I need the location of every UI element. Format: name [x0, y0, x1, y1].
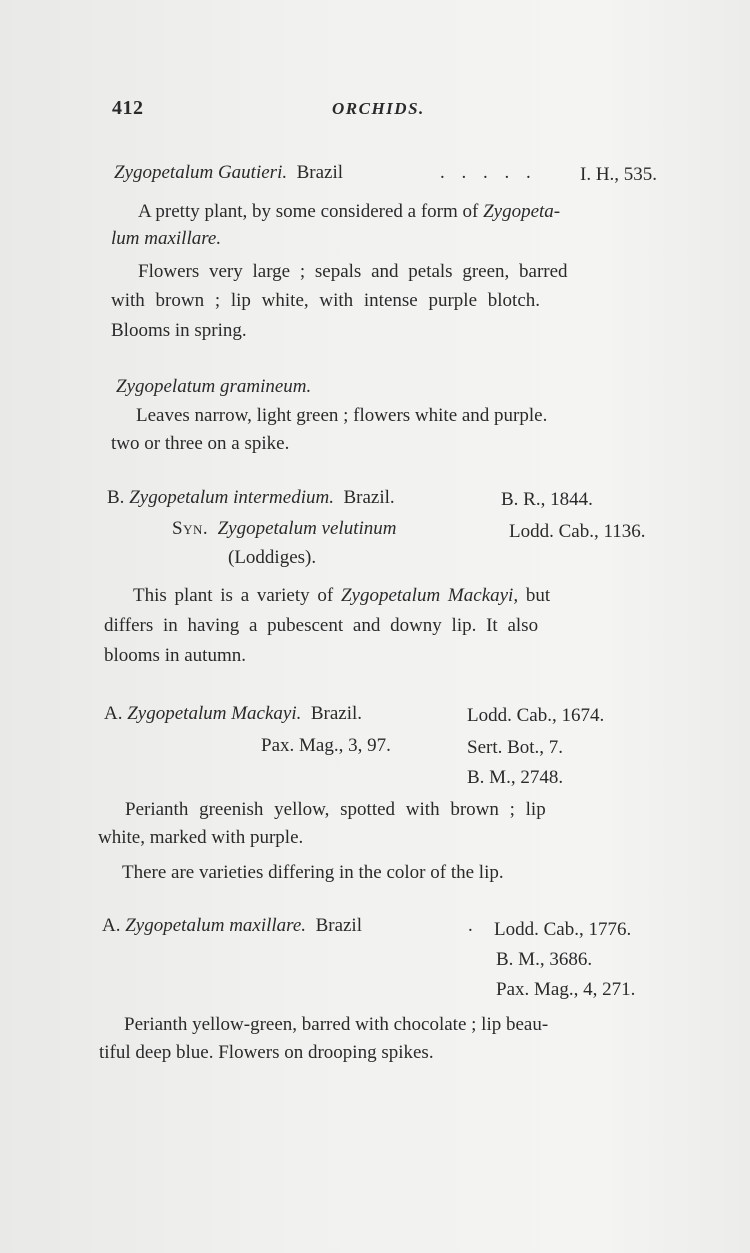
species-name: Zygopetalum Gautieri. — [114, 162, 288, 183]
reference: Pax. Mag., 4, 271. — [496, 979, 636, 1000]
synonym-label: Syn. — [172, 518, 209, 539]
paragraph-line — [111, 227, 221, 251]
synonym-reference: Lodd. Cab., 1136. — [509, 521, 646, 542]
entry-gautieri-heading — [114, 161, 343, 185]
reference: B. R., 1844. — [501, 489, 593, 510]
text: but — [518, 585, 551, 606]
species-name: Zygopelatum gramineum. — [116, 376, 312, 397]
paragraph-line: differs in having a pubescent and downy lip. It also — [104, 615, 539, 636]
species-name: lum maxillare. — [111, 228, 222, 249]
reference: Lodd. Cab., 1674. — [467, 705, 605, 726]
paragraph-line — [138, 200, 560, 224]
entry-gramineum-heading — [116, 375, 311, 399]
leader-dots: . — [468, 915, 473, 936]
leader-dots: . . . . . — [440, 162, 537, 183]
species-name: Zygopetalum intermedium. — [129, 487, 334, 508]
reference: I. H., 535. — [580, 164, 658, 185]
grade: B. — [107, 487, 125, 508]
reference: B. M., 3686. — [496, 949, 593, 970]
paragraph-line: with brown ; lip white, with intense purple blotch. — [111, 290, 541, 311]
reference: B. M., 2748. — [467, 767, 564, 788]
running-title: ORCHIDS. — [332, 99, 425, 118]
origin: Brazil. — [310, 703, 363, 724]
paragraph-line: Blooms in spring. — [111, 320, 247, 341]
text: A pretty plant, by some considered a form of — [138, 201, 484, 222]
origin: Brazil — [315, 915, 362, 936]
species-name: Zygopetalum maxillare. — [125, 915, 307, 936]
paragraph-line — [133, 584, 550, 608]
species-name: Zygopetalum Mackayi, — [340, 585, 519, 606]
page-number: 412 — [112, 97, 144, 119]
grade: A. — [104, 703, 123, 724]
species-name: Zygopetalum Mackayi. — [127, 703, 302, 724]
paragraph-line: Flowers very large ; sepals and petals green, barred — [138, 261, 568, 282]
paragraph-line: There are varieties differing in the color of the lip. — [122, 862, 504, 883]
origin: Brazil — [296, 162, 344, 183]
paragraph-line: white, marked with purple. — [98, 827, 304, 848]
species-name: Zygopeta- — [483, 201, 561, 222]
synonym-author: (Loddiges). — [228, 547, 317, 568]
grade: A. — [102, 915, 121, 936]
paragraph-line: Perianth greenish yellow, spotted with brown ; lip — [125, 799, 546, 820]
entry-maxillare-heading — [102, 914, 362, 938]
text: This plant is a variety of — [133, 585, 341, 606]
origin: Brazil. — [343, 487, 395, 508]
reference: Lodd. Cab., 1776. — [494, 919, 632, 940]
paragraph-line: tiful deep blue. Flowers on drooping spikes. — [99, 1042, 434, 1063]
reference: Pax. Mag., 3, 97. — [261, 735, 391, 756]
entry-intermedium-heading — [107, 486, 395, 510]
reference: Sert. Bot., 7. — [467, 737, 564, 758]
paragraph-line: blooms in autumn. — [104, 645, 246, 666]
paragraph-line: Leaves narrow, light green ; flowers white and purple. — [136, 405, 548, 426]
synonym-name: Zygopetalum velutinum — [217, 518, 397, 539]
paragraph-line: Perianth yellow-green, barred with chocolate ; lip beau- — [124, 1014, 549, 1035]
synonym-line — [172, 517, 396, 541]
entry-mackayi-heading — [104, 702, 362, 726]
paragraph-line: two or three on a spike. — [111, 433, 290, 454]
